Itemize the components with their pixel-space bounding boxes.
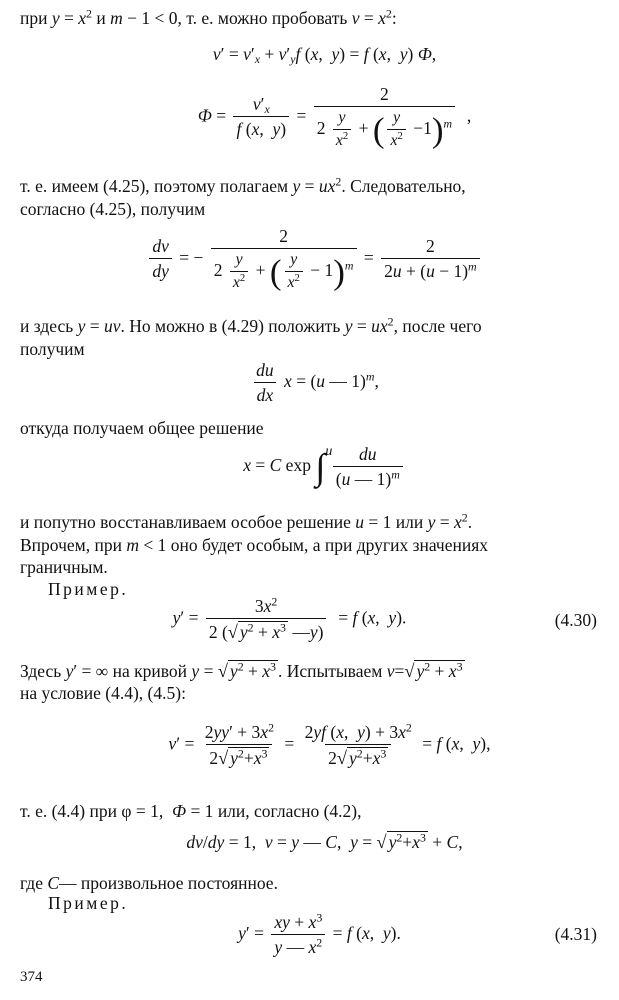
paragraph-line: согласно (4.25), получим [20,199,206,219]
paragraph-line: и здесь y = uv. Но можно в (4.29) положить $y = ux^2$, после чего [20,314,482,336]
equation-number: (4.30) [554,610,597,630]
paragraph-line: при $y = x^2$ и m − 1 < 0, т. е. можно пробовать $v = x^2$: [20,6,397,28]
paragraph-line: т. е. (4.4) при φ = 1, Ф = 1 или, согласно (4.2), [20,801,362,821]
paragraph-line: граничным. [20,557,108,577]
equation-phi: Ф = $\frac{v'_x}{f (x, y)}$ = 2 2 $\frac{y}{x^2}$ + ( $\frac{y}{x^2}$ −1)$^m$ , [197,84,472,150]
equation-4-30: y′ = $\frac{3x^2}{2 (√ y^2 + x^3 —y)}$ = f (x, y). (4.30) [172,594,597,642]
equation-v-prime: $v' = v'_x + v'_yf$ (x, y) = f (x, y) Ф, [212,44,437,66]
paragraph-line: т. е. имеем (4.25), поэтому полагаем $y = ux^2$. Следовательно, [20,174,466,196]
equation-v-prime-radical: v′ = $\frac{2yy' + 3x^2}{2√ y^2+x^3}$ = $\frac{2yf (x, y) + 3x^2}{2√ y^2+x^3}$ = f (x, y), [168,720,491,768]
equation-general-solution: x = C exp ∫ u $\frac{du}{(u — 1)^m}$ [0,444,619,490]
example-heading: Пример. [48,893,129,913]
paragraph-line: на условие (4.4), (4.5): [20,683,186,703]
paragraph-line: Здесь y′ = ∞ на кривой y = √ $y^2 + x^3$ . Испытываем v=√ $y^2 + x^3$ [20,659,463,681]
paragraph-line: откуда получаем общее решение [20,418,264,438]
paragraph-line: где C— произвольное постоянное. [20,873,278,893]
equation-dv-dy-one: dv/dy = 1, v = y — C, y = √ $y^2+x^3 + C$, [186,830,463,852]
equation-dv-dy: $\frac{dv}{dy}$ = − 2 2 $\frac{y}{x^2}$ + ( $\frac{y}{x^2}$ − 1)$^m$ = $\frac{2}{2u + (u - 1)^m}$ [0,226,619,293]
equation-du-dx: $\frac{du}{dx}$ x = (u — 1)$^m$, [0,360,619,406]
equation-4-31: y′ = $\frac{xy + x^3}{y — x^2}$ = f (x, y). (4.31) [238,910,597,957]
paragraph-line: и попутно восстанавливаем особое решение u = 1 или $y = x^2$. [20,510,473,532]
page-number: 374 [20,969,43,985]
example-heading: Пример. [48,579,129,599]
paragraph-line: получим [20,339,85,359]
paragraph-line: Впрочем, при m < 1 оно будет особым, а при других значениях [20,535,489,555]
equation-number: (4.31) [554,924,597,944]
